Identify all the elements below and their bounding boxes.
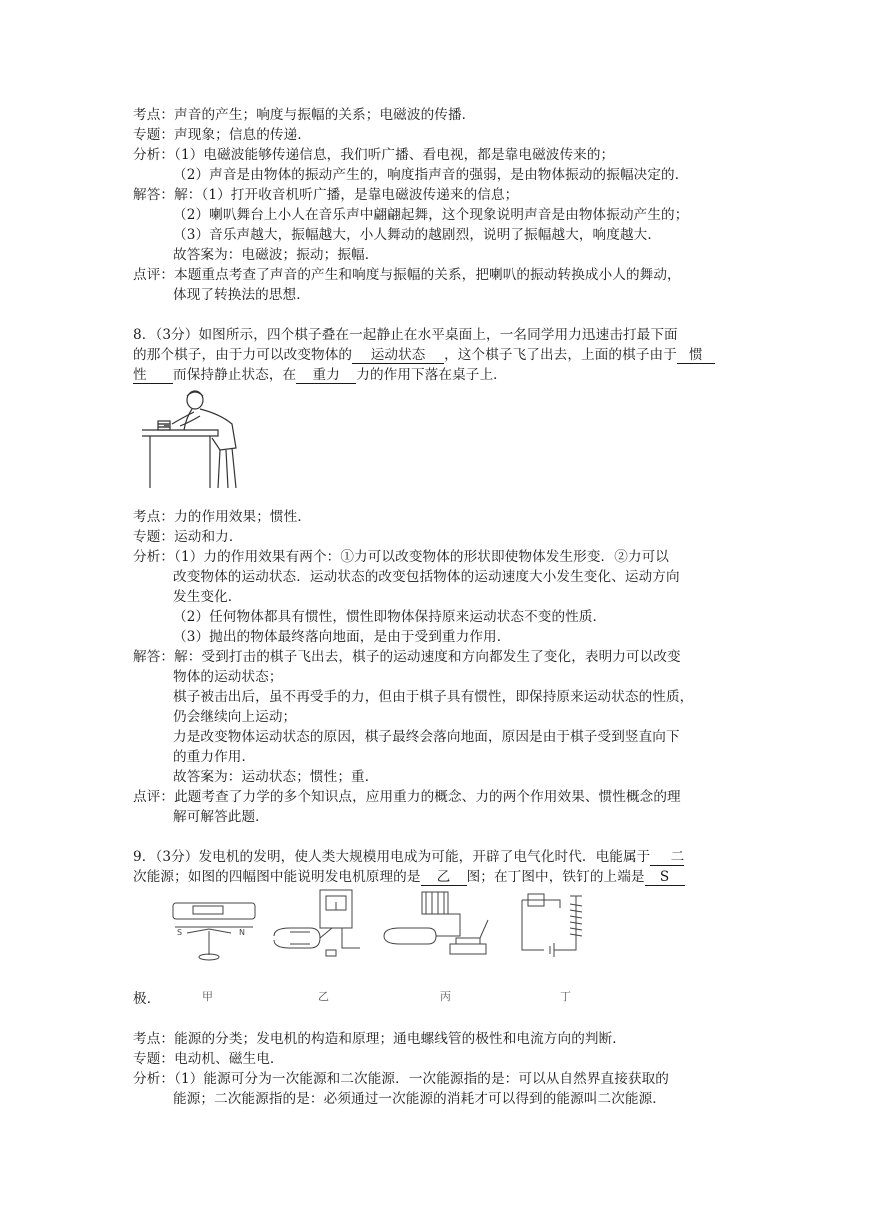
q7-fenxi-2: （2）声音是由物体的振动产生的，响度指声音的强弱，是由物体振动的振幅决定的．	[173, 167, 689, 183]
q8-jieda-4: 仍会继续向上运动；	[173, 709, 297, 725]
q9-answer-blank-1: 二	[650, 850, 684, 866]
q9-figure-yi-generator-galvanometer	[270, 888, 370, 968]
q8-jieda-3: 棋子被击出后，虽不再受手的力，但由于棋子具有惯性，即保持原来运动状态的性质，	[173, 689, 694, 705]
q7-jieda-1: 解答：解：（1）打开收音机听广播，是靠电磁波传递来的信息；	[133, 187, 519, 203]
q8-jieda-5: 力是改变物体运动状态的原因，棋子最终会落向地面，原因是由于棋子受到竖直向下	[173, 729, 680, 745]
q8-zhuanti: 专题：运动和力．	[133, 529, 243, 545]
q8-stem-line-1: 8．（3分）如图所示，四个棋子叠在一起静止在水平桌面上，一名同学用力迅速击打最下面	[133, 327, 678, 343]
q8-fenxi-4: （2）任何物体都具有惯性，惯性即物体保持原来运动状态不变的性质．	[173, 609, 607, 625]
q9-figure-caption-jia: 甲	[202, 990, 213, 1003]
q9-stem-text: 图；在丁图中，铁钉的上端是	[466, 869, 645, 885]
q7-zhuanti: 专题：声现象；信息的传递．	[133, 127, 312, 143]
q7-jieda-3: （3）音乐声越大，振幅越大，小人舞动的越剧烈，说明了振幅越大，响度越大．	[173, 227, 662, 243]
q9-figure-bing-motor-battery	[380, 888, 500, 968]
q9-figure-jia-compass-needle	[165, 895, 265, 965]
q9-answer-blank-2: 乙	[421, 870, 467, 886]
q9-zhuanti: 专题：电动机、磁生电．	[133, 1051, 284, 1067]
q8-dianping-1: 点评：此题考查了力学的多个知识点，应用重力的概念、力的两个作用效果、惯性概念的理	[133, 789, 681, 805]
q9-kaodian: 考点：能源的分类；发电机的构造和原理；通电螺线管的极性和电流方向的判断．	[133, 1031, 626, 1047]
q9-figure-caption-ding: 丁	[560, 990, 571, 1003]
q8-figure-person-striking-checkers	[140, 388, 258, 490]
q9-fenxi-2: 能源；二次能源指的是：必须通过一次能源的消耗才可以得到的能源叫二次能源．	[173, 1091, 666, 1107]
q8-jieda-1: 解答：解：受到打击的棋子飞出去，棋子的运动速度和方向都发生了变化，表明力可以改变	[133, 649, 681, 665]
q8-jieda-6: 的重力作用．	[173, 749, 256, 765]
q9-stem-line-1	[133, 848, 684, 866]
q8-kaodian: 考点：力的作用效果；惯性．	[133, 509, 312, 525]
q7-fenxi-1: 分析：（1）电磁波能够传递信息，我们听广播、看电视，都是靠电磁波传来的；	[133, 147, 615, 163]
q9-answer-blank-3: S	[645, 870, 685, 886]
q8-stem-line-2	[133, 346, 715, 364]
q8-answer-blank-3: 重力	[296, 368, 356, 384]
q8-fenxi-5: （3）抛出的物体最终落向地面，是由于受到重力作用．	[173, 629, 511, 645]
q8-jieda-2: 物体的运动状态；	[173, 669, 283, 685]
q9-stem-text: 次能源；如图的四幅图中能说明发电机原理的是	[133, 869, 421, 885]
q9-figure-caption-bing: 丙	[440, 990, 451, 1003]
q8-dianping-2: 解可解答此题．	[173, 809, 269, 825]
q7-jieda-4: 故答案为：电磁波；振动；振幅．	[173, 247, 379, 263]
q8-fenxi-1: 分析：（1）力的作用效果有两个：①力可以改变物体的形状即使物体发生形变．②力可以	[133, 549, 670, 565]
q9-stem-line-3: 极．	[133, 991, 161, 1007]
q8-stem-text: ，这个棋子飞了出去，上面的棋子由于	[444, 347, 677, 363]
q8-fenxi-3: 发生变化．	[173, 589, 242, 605]
q7-kaodian: 考点：声音的产生；响度与振幅的关系；电磁波的传播．	[133, 107, 476, 123]
q7-dianping-2: 体现了转换法的思想．	[173, 287, 310, 303]
q8-stem-text: 力的作用下落在桌子上．	[356, 367, 507, 383]
q8-fenxi-2: 改变物体的运动状态．运动状态的改变包括物体的运动速度大小发生变化、运动方向	[173, 569, 680, 585]
q9-fenxi-1: 分析：（1）能源可分为一次能源和二次能源．一次能源指的是：可以从自然界直接获取的	[133, 1071, 670, 1087]
q8-answer-blank-2-cont: 性	[133, 368, 173, 384]
q9-figure-caption-yi: 乙	[318, 990, 329, 1003]
svg-text:N: N	[239, 928, 245, 937]
q8-stem-text: 而保持静止状态，在	[173, 367, 297, 383]
q9-stem-text: 9．（3分）发电机的发明，使人类大规模用电成为可能，开辟了电气化时代．电能属于	[133, 849, 651, 865]
q7-jieda-2: （2）喇叭舞台上小人在音乐声中翩翩起舞，这个现象说明声音是由物体振动产生的；	[173, 207, 689, 223]
q8-stem-line-3	[133, 366, 507, 384]
q8-jieda-7: 故答案为：运动状态；惯性；重．	[173, 769, 379, 785]
q8-stem-text: 的那个棋子，由于力可以改变物体的	[133, 347, 353, 363]
q8-answer-blank-2: 惯	[677, 348, 715, 364]
q7-dianping-1: 点评：本题重点考查了声音的产生和响度与振幅的关系，把喇叭的振动转换成小人的舞动，	[133, 267, 681, 283]
q9-figure-ding-solenoid-nail	[510, 888, 600, 970]
svg-text:S: S	[177, 928, 183, 937]
q8-answer-blank-1: 运动状态	[352, 348, 444, 364]
q9-stem-line-2	[133, 868, 685, 886]
